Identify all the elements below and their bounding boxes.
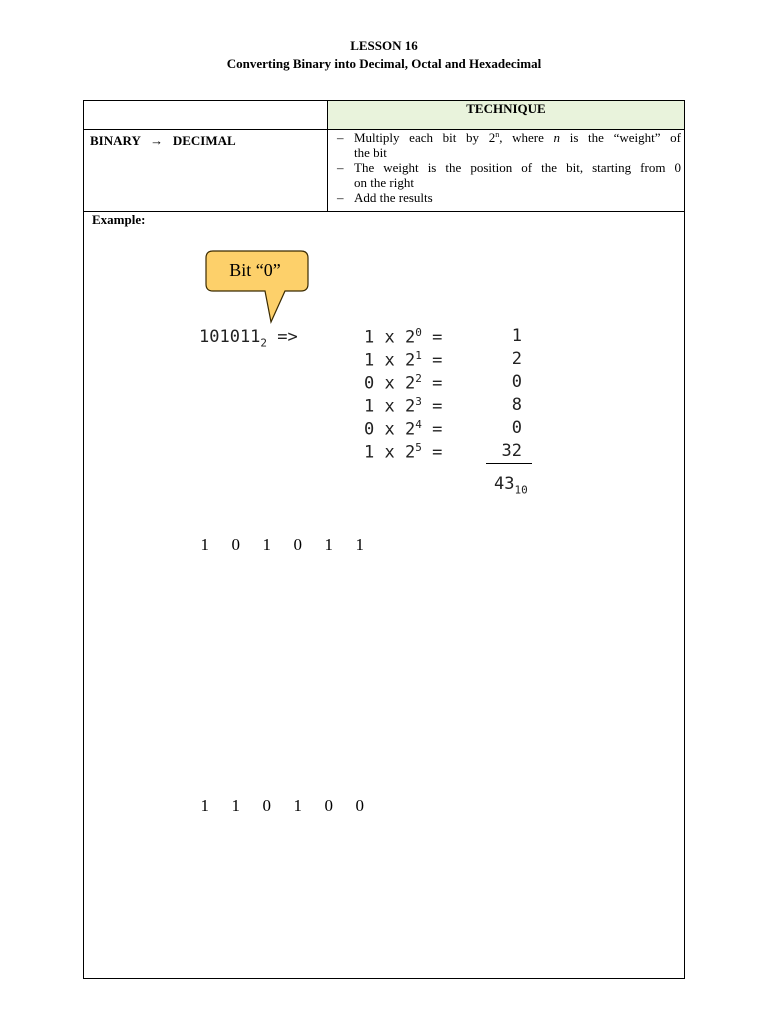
bit: 0: [324, 796, 333, 815]
base-subscript: 2: [260, 336, 268, 350]
bit: 1: [293, 796, 302, 815]
calc-line-1: 1 x $2^1$ =: [364, 349, 443, 371]
lesson-subtitle: Converting Binary into Decimal, Octal and Hexadecimal: [226, 56, 542, 71]
dash-bullet: –: [337, 160, 344, 175]
bit: 0: [355, 796, 364, 815]
technique-step-1: [337, 130, 681, 160]
bit: 1: [200, 535, 209, 554]
technique-list: [337, 130, 681, 205]
italic-n: n: [553, 130, 561, 145]
bit: 1: [324, 535, 333, 554]
calc-line-4: 0 x $2^4$ =: [364, 418, 443, 440]
binary-number: $101011_2$ =>: [199, 327, 298, 350]
conversion-label: [90, 133, 236, 149]
step-2-line-1: The weight is the position of the bit, starting from 0: [354, 160, 681, 175]
row-divider: [83, 211, 685, 212]
step-1-line-1: Multiply each bit by 2$^n$, where n is the “weight” of: [354, 130, 682, 145]
column-divider: [327, 100, 328, 211]
calc-value-1: 2: [511, 349, 522, 369]
arrow-icon: →: [150, 133, 164, 148]
calc-value-0: 1: [511, 326, 522, 346]
exercise-2-bits: [192, 776, 387, 816]
technique-step-2: [337, 160, 681, 190]
exercise-1-bits: [192, 515, 387, 555]
sum-rule: [486, 463, 532, 464]
step-3-line-1: Add the results: [354, 190, 433, 205]
bit: 1: [262, 535, 271, 554]
from-label: BINARY: [90, 133, 141, 148]
dash-bullet: –: [337, 130, 344, 145]
calc-value-4: 0: [511, 418, 522, 438]
example-label: Example:: [92, 212, 146, 227]
calc-line-0: 1 x $2^0$ =: [364, 326, 443, 348]
bit: 0: [293, 535, 302, 554]
lesson-title: LESSON 16: [350, 38, 418, 53]
bit: 0: [231, 535, 240, 554]
implies-arrow: =>: [277, 327, 298, 347]
dash-bullet: –: [337, 190, 344, 205]
technique-step-3: [337, 190, 681, 205]
to-label: DECIMAL: [172, 133, 236, 148]
step-1-line-2: the bit: [354, 145, 387, 160]
callout-text: Bit “0”: [229, 260, 281, 280]
technique-header: TECHNIQUE: [466, 101, 546, 116]
calc-line-2: 0 x $2^2$ =: [364, 372, 443, 394]
calc-value-3: 8: [511, 395, 522, 415]
calc-value-2: 0: [511, 372, 522, 392]
calc-line-5: 1 x $2^5$ =: [364, 441, 443, 463]
bit: 1: [231, 796, 240, 815]
bit: 1: [200, 796, 209, 815]
bit: 0: [262, 796, 271, 815]
step-2-line-2: on the right: [354, 175, 414, 190]
decimal-result: $43_{10}$: [494, 474, 528, 497]
bit: 1: [355, 535, 364, 554]
calc-value-5: 32: [501, 441, 522, 461]
result-base: 10: [514, 483, 528, 497]
calc-line-3: 1 x $2^3$ =: [364, 395, 443, 417]
exponent-n: n: [495, 130, 500, 139]
